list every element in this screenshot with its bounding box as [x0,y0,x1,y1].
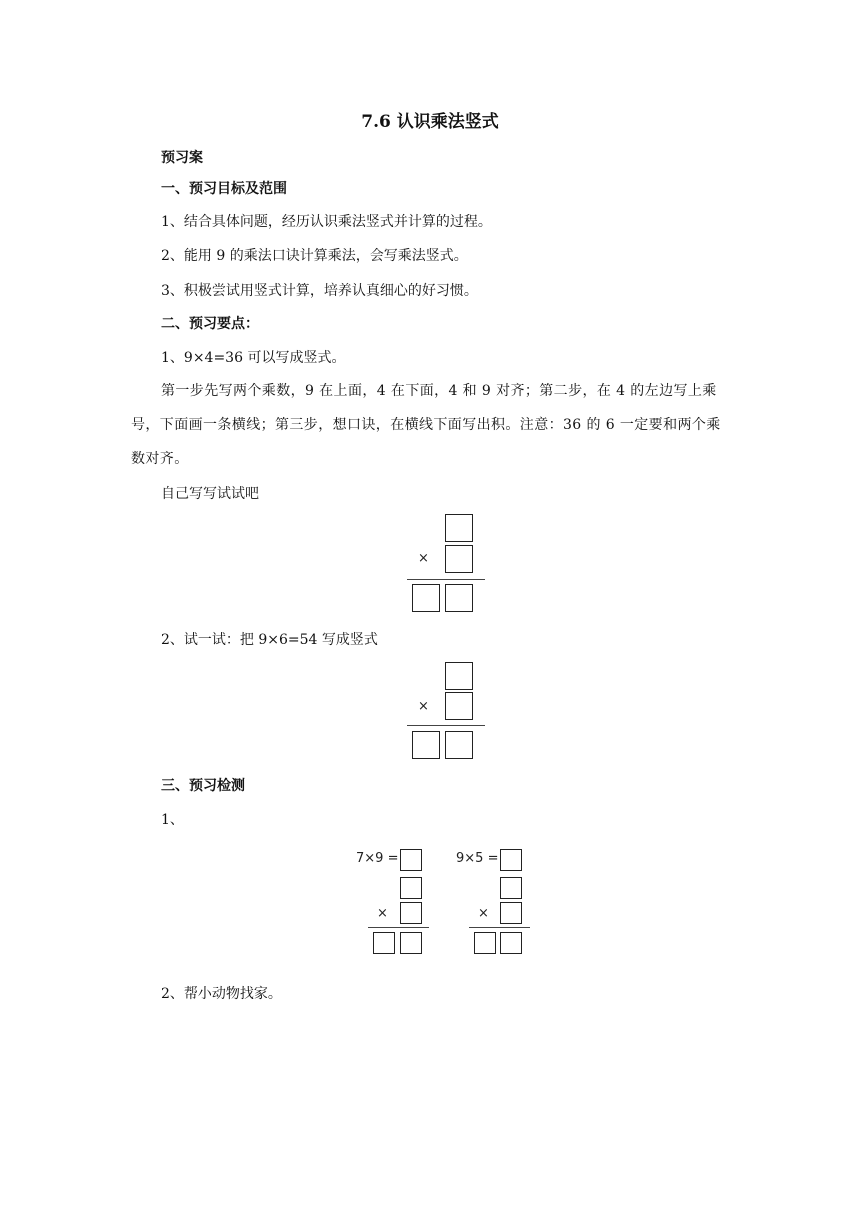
result-line [407,725,485,726]
answer-box[interactable] [412,731,440,759]
point-2: 2、试一试：把 9×6=54 写成竖式 [161,632,378,648]
times-sign: × [478,906,489,921]
page-title: 7.6 认识乘法竖式 [361,112,499,132]
goal-item-3: 3、积极尝试用竖式计算，培养认真细心的好习惯。 [161,283,478,299]
answer-box[interactable] [474,932,496,954]
answer-box[interactable] [400,902,422,924]
answer-box[interactable] [445,731,473,759]
answer-box[interactable] [400,849,422,871]
equation-text: 9×5 = [456,851,499,866]
answer-box[interactable] [500,877,522,899]
answer-box[interactable] [500,902,522,924]
result-line [407,579,485,580]
answer-box[interactable] [400,932,422,954]
question-2-label: 2、帮小动物找家。 [161,986,282,1002]
point-1: 1、9×4=36 可以写成竖式。 [161,350,346,366]
answer-box[interactable] [500,932,522,954]
explanation-paragraph: 第一步先写两个乘数，9 在上面，4 在下面，4 和 9 对齐；第二步，在 4 的左边写上乘号，下面画一条横线；第三步，想口诀，在横线下面写出积。注意：36 的 6 一定要和两个乘数对齐。 [131,383,721,467]
answer-box[interactable] [373,932,395,954]
answer-box[interactable] [400,877,422,899]
answer-box[interactable] [445,545,473,573]
question-1-label: 1、 [161,812,184,828]
times-sign: × [418,699,429,714]
part2-heading: 二、预习要点： [161,316,259,332]
answer-box[interactable] [445,584,473,612]
try-yourself-text: 自己写写试试吧 [161,486,259,502]
answer-box[interactable] [445,692,473,720]
part1-heading: 一、预习目标及范围 [161,181,287,197]
part3-heading: 三、预习检测 [161,778,245,794]
times-sign: × [418,551,429,566]
answer-box[interactable] [445,662,473,690]
answer-box[interactable] [445,514,473,542]
result-line [469,927,530,928]
equation-text: 7×9 = [356,851,399,866]
answer-box[interactable] [500,849,522,871]
goal-item-2: 2、能用 9 的乘法口诀计算乘法，会写乘法竖式。 [161,248,468,264]
times-sign: × [377,906,388,921]
goal-item-1: 1、结合具体问题，经历认识乘法竖式并计算的过程。 [161,214,492,230]
section-label: 预习案 [161,150,203,166]
answer-box[interactable] [412,584,440,612]
result-line [368,927,429,928]
